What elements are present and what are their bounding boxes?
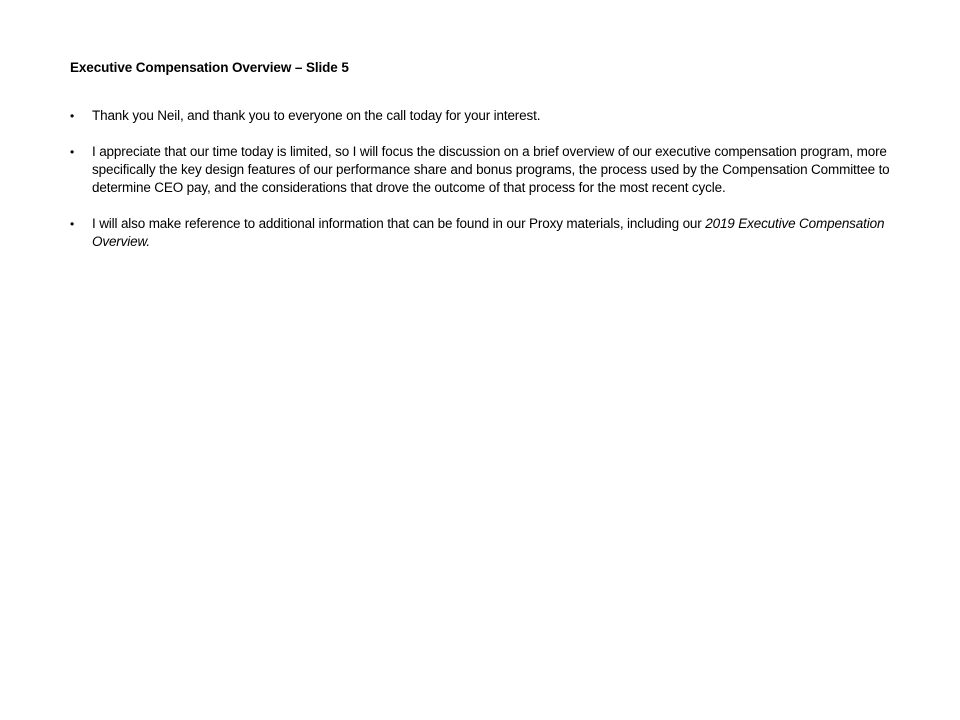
bullet-item xyxy=(70,107,890,125)
bullet-text: I appreciate that our time today is limited, so I will focus the discussion on a brief overview of our executive compensation program, more specifically the key design features of our performance share and bonus programs, the process used by the Compensation Committee to determine CEO pay, and the considerations that drove the outcome of that process for the most recent cycle. xyxy=(92,144,890,195)
bullet-dot-icon: • xyxy=(70,109,75,123)
bullet-emphasis-text: 2019 Executive Compensation Overview xyxy=(92,216,885,249)
document-heading: Executive Compensation Overview – Slide 5 xyxy=(70,60,349,75)
bullet-dot-icon: • xyxy=(70,145,75,159)
bullet-item xyxy=(70,215,890,251)
bullet-item xyxy=(70,143,890,197)
bullet-dot-icon: • xyxy=(70,217,75,231)
bullet-text: Thank you Neil, and thank you to everyone on the call today for your interest. xyxy=(92,108,541,123)
document-page xyxy=(70,59,890,269)
bullet-suffix-text: . xyxy=(146,234,150,249)
bullet-list xyxy=(70,107,890,251)
bullet-text: I will also make reference to additional information that can be found in our Proxy materials, including our xyxy=(92,216,706,231)
